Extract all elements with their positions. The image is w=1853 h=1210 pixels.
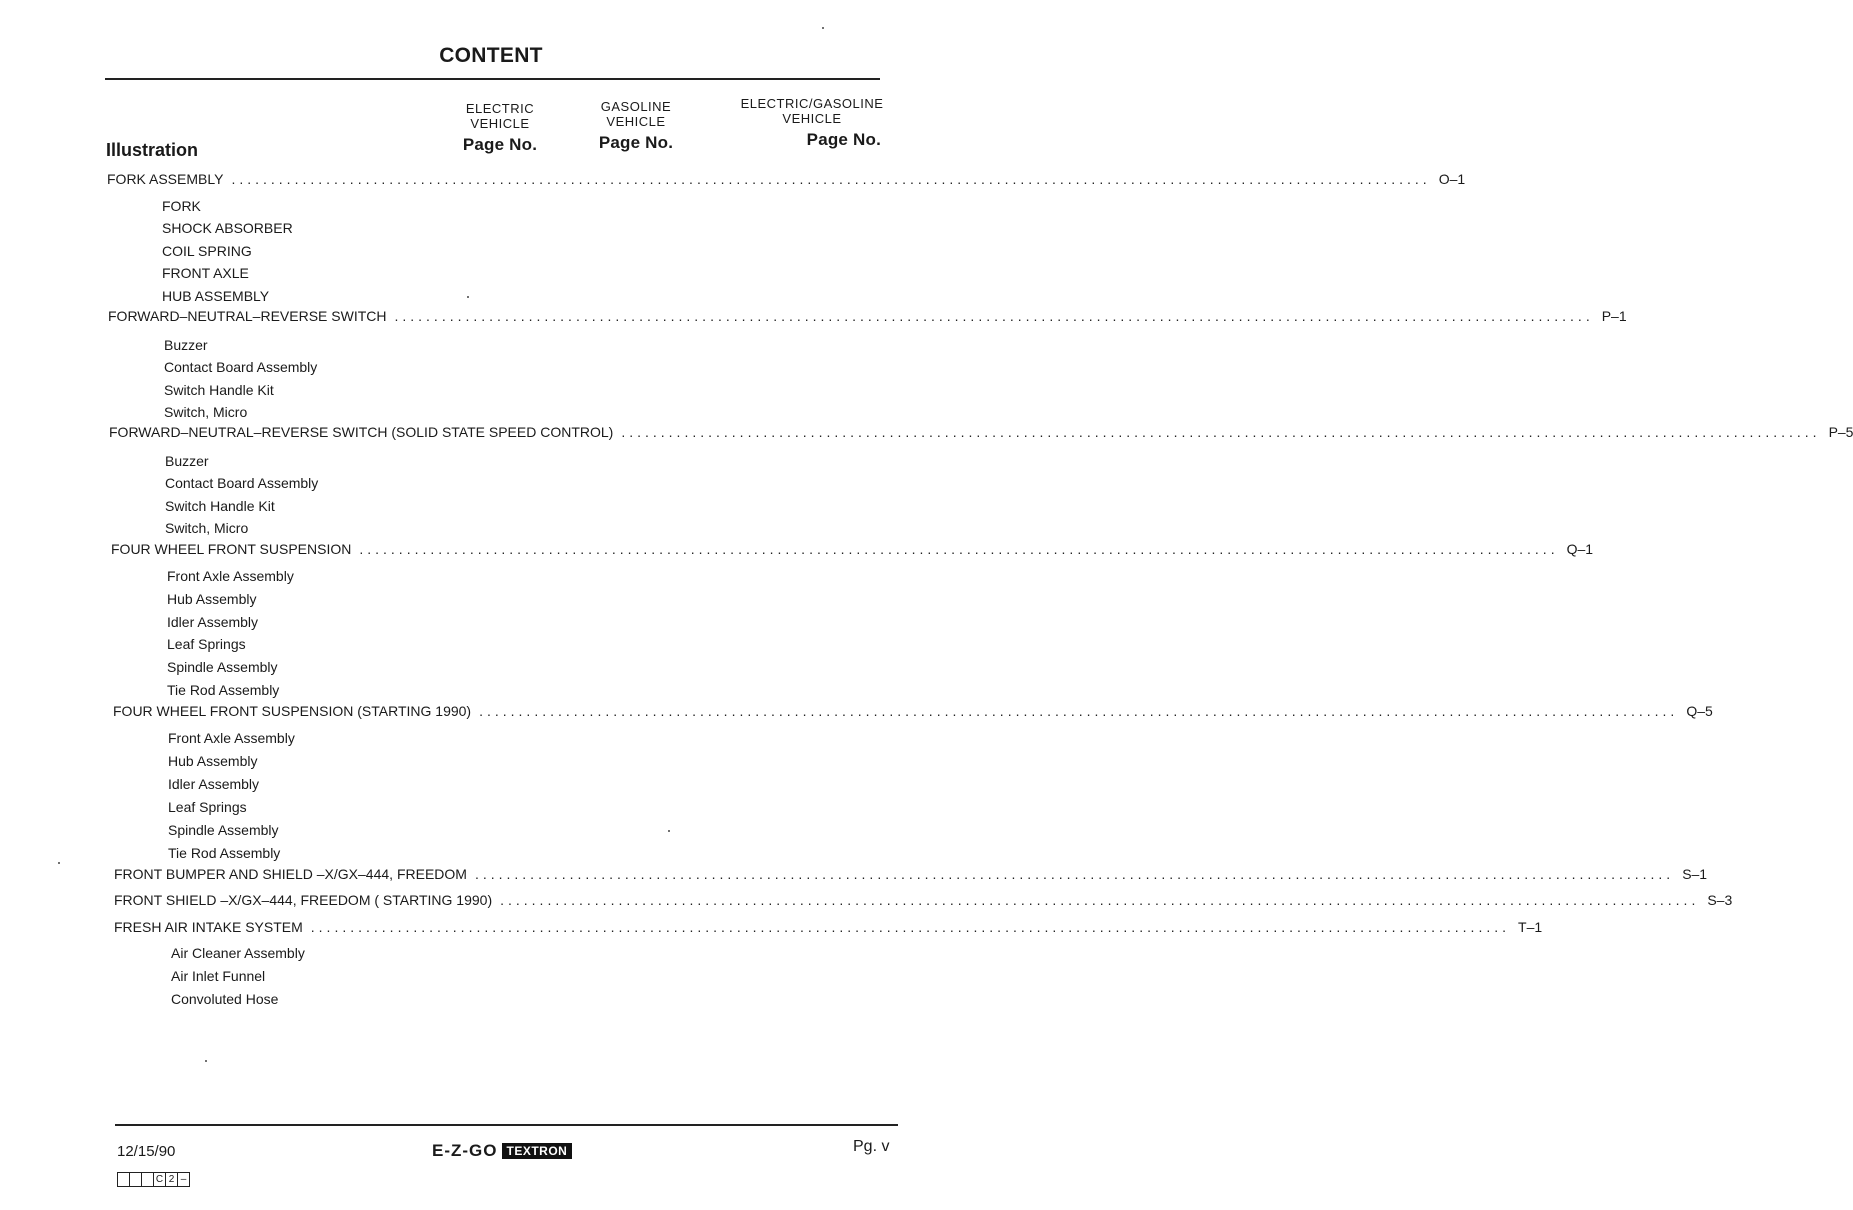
toc-subitem: FRONT AXLE — [162, 265, 249, 281]
toc-subitem: Front Axle Assembly — [167, 568, 294, 584]
scan-speck — [467, 296, 469, 298]
toc-subitem: COIL SPRING — [162, 243, 252, 259]
toc-entry — [111, 541, 1594, 557]
column-header-electric — [448, 101, 552, 152]
column-electric-gasoline-page-label: Page No. — [806, 130, 881, 149]
toc-entry-label: FORWARD–NEUTRAL–REVERSE SWITCH — [108, 308, 387, 324]
dot-leader: ........................................................................................................................................................ — [231, 171, 1431, 187]
toc-subitem: Spindle Assembly — [167, 659, 278, 675]
toc-entry — [114, 866, 1708, 882]
toc-entry — [114, 919, 1543, 935]
scan-speck — [668, 830, 670, 832]
toc-entry-page: S–1 — [1682, 866, 1708, 882]
code-box: C — [153, 1172, 166, 1187]
toc-subitem: Hub Assembly — [168, 753, 258, 769]
toc-entry — [108, 308, 1627, 324]
toc-entry-label: FORK ASSEMBLY — [107, 171, 224, 187]
toc-entry-label: FRESH AIR INTAKE SYSTEM — [114, 919, 303, 935]
toc-entry-label: FRONT BUMPER AND SHIELD –X/GX–444, FREEDOM — [114, 866, 467, 882]
column-electric-gasoline-line2: VEHICLE — [782, 111, 842, 126]
toc-subitem: Idler Assembly — [168, 776, 260, 792]
column-electric-page-label: Page No. — [462, 135, 538, 154]
toc-subitem: Switch Handle Kit — [165, 498, 275, 514]
code-boxes — [117, 1172, 189, 1187]
dot-leader: ........................................................................................................................................................ — [479, 703, 1679, 719]
toc-entry-page: T–1 — [1518, 919, 1543, 935]
footer-date: 12/15/90 — [117, 1143, 176, 1160]
toc-subitem: Spindle Assembly — [168, 822, 279, 838]
toc-subitem: Contact Board Assembly — [164, 359, 318, 375]
column-gasoline-line1: GASOLINE — [600, 99, 672, 114]
column-electric-gasoline-line1: ELECTRIC/GASOLINE — [740, 96, 884, 111]
header-rule — [105, 78, 880, 80]
toc-subitem: Front Axle Assembly — [168, 730, 295, 746]
toc-entry-page: P–1 — [1601, 308, 1627, 324]
toc-entry — [114, 892, 1733, 908]
code-box: – — [177, 1172, 190, 1187]
toc-subitem: Switch, Micro — [164, 404, 248, 420]
column-electric-line1: ELECTRIC — [465, 101, 535, 116]
code-box: 2 — [165, 1172, 178, 1187]
toc-entry-page: Q–1 — [1566, 541, 1594, 557]
toc-subitem: Contact Board Assembly — [165, 475, 319, 491]
logo-ezgo: E-Z-GO — [432, 1141, 498, 1160]
dot-leader: ........................................................................................................................................................ — [394, 308, 1594, 324]
toc-entry-page: S–3 — [1707, 892, 1733, 908]
toc-subitem: Tie Rod Assembly — [167, 682, 280, 698]
column-electric-line2: VEHICLE — [470, 116, 530, 131]
toc-entry-page: P–5 — [1828, 424, 1853, 440]
toc-subitem: HUB ASSEMBLY — [162, 288, 270, 304]
illustration-heading: Illustration — [106, 140, 199, 160]
toc-subitem: Convoluted Hose — [171, 991, 279, 1007]
dot-leader: ........................................................................................................................................................ — [474, 866, 1675, 882]
toc-subitem: Tie Rod Assembly — [168, 845, 281, 861]
scan-speck — [58, 862, 60, 864]
page-title: CONTENT — [439, 44, 543, 67]
column-gasoline-line2: VEHICLE — [606, 114, 666, 129]
toc-subitem: Leaf Springs — [168, 799, 247, 815]
column-header-gasoline — [584, 99, 688, 150]
toc-subitem: Air Cleaner Assembly — [171, 945, 305, 961]
toc-entry-label: FOUR WHEEL FRONT SUSPENSION — [111, 541, 352, 557]
toc-subitem: Switch Handle Kit — [164, 382, 274, 398]
toc-entry-label: FORWARD–NEUTRAL–REVERSE SWITCH (SOLID STATE SPEED CONTROL) — [109, 424, 614, 440]
toc-entry-label: FOUR WHEEL FRONT SUSPENSION (STARTING 1990) — [113, 703, 472, 719]
toc-subitem: Idler Assembly — [167, 614, 259, 630]
toc-subitem: FORK — [162, 198, 201, 214]
toc-subitem: Switch, Micro — [165, 520, 249, 536]
footer-page-number: Pg. v — [853, 1138, 890, 1155]
toc-subitem: Buzzer — [164, 337, 208, 353]
scan-speck — [822, 27, 824, 29]
footer-rule — [115, 1124, 898, 1126]
toc-subitem: SHOCK ABSORBER — [162, 220, 293, 236]
toc-subitem: Air Inlet Funnel — [171, 968, 266, 984]
toc-subitem: Hub Assembly — [167, 591, 257, 607]
scan-speck — [205, 1060, 207, 1062]
toc-subitem: Buzzer — [165, 453, 209, 469]
logo-textron: TEXTRON — [502, 1143, 573, 1159]
toc-entry — [107, 171, 1466, 187]
dot-leader: ........................................................................................................................................................ — [621, 424, 1821, 440]
toc-entry-page: Q–5 — [1686, 703, 1713, 719]
toc-subitem: Leaf Springs — [167, 636, 246, 652]
column-header-electric-gasoline — [727, 96, 897, 147]
column-gasoline-page-label: Page No. — [598, 133, 674, 152]
toc-entry-label: FRONT SHIELD –X/GX–444, FREEDOM ( STARTING 1990) — [114, 892, 493, 908]
dot-leader: ........................................................................................................................................................ — [500, 892, 1700, 908]
dot-leader: ........................................................................................................................................................ — [310, 919, 1511, 935]
toc-entry-page: O–1 — [1438, 171, 1466, 187]
ezgo-textron-logo — [432, 1141, 572, 1161]
toc-entry — [109, 424, 1853, 440]
toc-entry — [113, 703, 1713, 719]
dot-leader: ........................................................................................................................................................ — [359, 541, 1559, 557]
